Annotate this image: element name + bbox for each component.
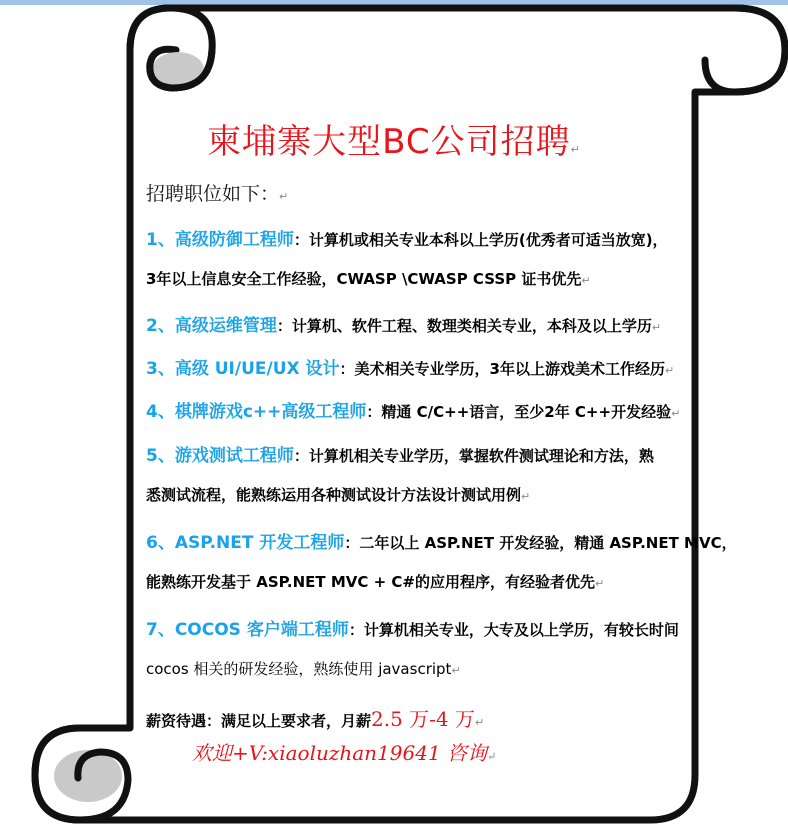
contact-line: 欢迎+V:xiaoluzhan19641 咨询↵ [192,741,497,765]
job-line-7-cont: cocos 相关的研发经验，熟练使用 javascript↵ [146,660,461,678]
job-line-1: 1、高级防御工程师：计算机或相关专业本科以上学历(优秀者可适当放宽)， [146,230,668,250]
job-line-5-cont: 悉测试流程，能熟练运用各种测试设计方法设计测试用例↵ [146,486,531,504]
job-line-2: 2、高级运维管理：计算机、软件工程、数理类相关专业，本科及以上学历↵ [146,316,662,336]
salary-label: 薪资待遇：满足以上要求者，月薪 [146,712,372,730]
job-line-5: 5、游戏测试工程师：计算机相关专业学历，掌握软件测试理论和方法，熟 [146,446,654,466]
salary-value: 2.5 万-4 万 [371,707,476,731]
page-title: 柬埔寨大型BC公司招聘↵ [207,122,581,162]
job-line-3: 3、高级 UI/UE/UX 设计：美术相关专业学历，3年以上游戏美术工作经历↵ [146,359,675,379]
job-line-7: 7、COCOS 客户端工程师：计算机相关专业，大专及以上学历，有较长时间 [146,620,679,640]
salary-line: 薪资待遇：满足以上要求者，月薪2.5 万-4 万↵ [146,707,485,731]
job-line-6: 6、ASP.NET 开发工程师：二年以上 ASP.NET 开发经验，精通 ASP.NET MVC， [146,533,737,553]
positions-heading: 招聘职位如下：↵ [146,183,289,205]
job-line-4: 4、棋牌游戏c++高级工程师：精通 C/C++语言，至少2年 C++开发经验↵ [146,402,681,422]
job-line-1-cont: 3年以上信息安全工作经验，CWASP \CWASP CSSP 证书优先↵ [146,270,591,288]
job-line-6-cont: 能熟练开发基于 ASP.NET MVC + C#的应用程序，有经验者优先↵ [146,573,605,591]
